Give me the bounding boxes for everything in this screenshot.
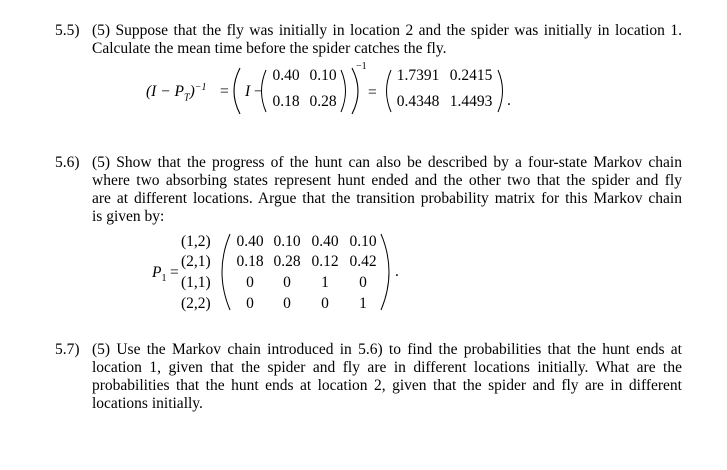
matrix-cell: 0.18: [236, 253, 264, 270]
question-text-line: (5) Suppose that the fly was initially in location 2 and the spider was initially in location 1.: [92, 22, 682, 39]
matrix-cell: 0.42: [349, 253, 377, 270]
question-text-line: where two absorbing states represent hunt ended and the other two that the spider and fly: [92, 172, 682, 189]
question-text-line: (5) Show that the progress of the hunt can also be described by a four-state Markov chain: [92, 154, 682, 171]
equation-lhs: $(I - P_T)^{-1}$: [146, 82, 207, 104]
matrix-subscript: 1: [161, 273, 167, 285]
matrix-name: [152, 264, 166, 284]
matrix-cell: 0.10: [309, 67, 337, 84]
matrix-cell: 0.28: [273, 253, 301, 270]
row-label: (2,2): [181, 295, 211, 312]
matrix-cell: 0.40: [236, 233, 264, 250]
question-text-line: are at different locations. Argue that the transition probability matrix for this Markov chain: [92, 190, 682, 207]
equals-sign: =: [170, 264, 179, 281]
matrix-cell: 1.7391: [396, 67, 440, 84]
equation-period: .: [507, 92, 511, 109]
matrix-cell: 1: [359, 295, 367, 312]
matrix-cell: 0.10: [349, 233, 377, 250]
row-label: (2,1): [181, 253, 211, 270]
matrix-cell: 1: [321, 274, 329, 291]
matrix-cell: 0: [321, 295, 329, 312]
matrix-cell: 0.18: [272, 93, 300, 110]
matrix-cell: 1.4493: [449, 93, 493, 110]
identity-symbol: I: [245, 83, 251, 100]
matrix-cell: 0: [359, 274, 367, 291]
matrix-symbol: P: [152, 264, 162, 281]
matrix-cell: 0: [283, 295, 291, 312]
lhs-superscript: −1: [194, 82, 207, 93]
lhs-text: (I − P: [146, 83, 185, 101]
minus-sign: −: [254, 83, 263, 100]
question-number: 5.6): [55, 154, 80, 171]
matrix-cell: 0.12: [311, 253, 339, 270]
matrix-cell: 0: [246, 274, 254, 291]
question-text-line: locations initially.: [92, 395, 203, 412]
question-text-line: location 1, given that the spider and fly are in different locations initially. What are the: [92, 359, 682, 376]
matrix-cell: 0.28: [309, 93, 337, 110]
equals-sign: =: [368, 84, 377, 101]
matrix-cell: 0.2415: [449, 67, 493, 84]
question-text-line: probabilities that the hunt ends at location 2, given that the spider and fly are in different: [92, 377, 682, 394]
question-text-line: Calculate the mean time before the spider catches the fly.: [92, 40, 447, 57]
lhs-subscript: T: [184, 92, 190, 104]
question-text-line: (5) Use the Markov chain introduced in 5.6) to find the probabilities that the hunt ends at: [92, 341, 682, 358]
matrix-period: .: [395, 263, 399, 280]
question-number: 5.5): [55, 22, 80, 39]
matrix-cell: 0.40: [311, 233, 339, 250]
question-number: 5.7): [55, 341, 80, 358]
row-label: (1,1): [181, 274, 211, 291]
matrix-cell: 0.40: [272, 67, 300, 84]
outer-superscript: −1: [356, 61, 367, 72]
equals-sign: =: [220, 83, 229, 100]
matrix-cell: 0.4348: [396, 93, 440, 110]
matrix-cell: 0.10: [273, 233, 301, 250]
row-label: (1,2): [181, 233, 211, 250]
matrix-cell: 0: [283, 274, 291, 291]
matrix-cell: 0: [246, 295, 254, 312]
question-text-line: is given by:: [92, 208, 165, 225]
